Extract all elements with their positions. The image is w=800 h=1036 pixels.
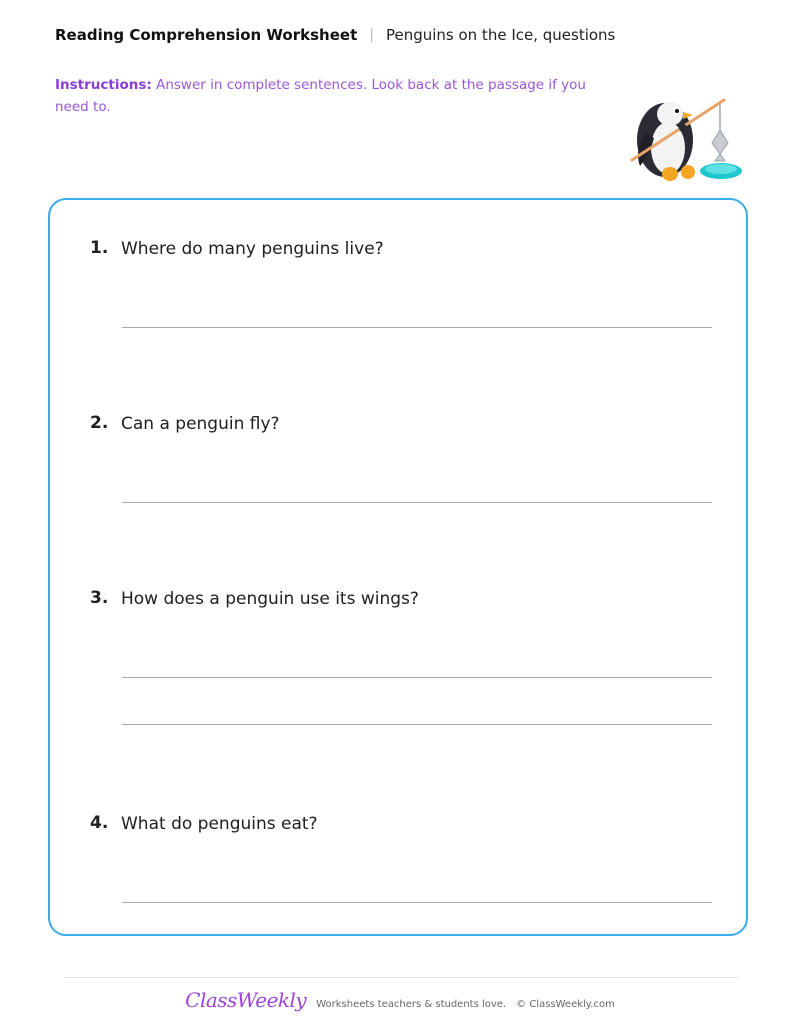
worksheet-subtitle: Penguins on the Ice, questions <box>385 26 616 44</box>
question-text: Can a penguin fly? <box>121 414 280 434</box>
question-number: 4. <box>90 813 109 833</box>
questions-box <box>48 198 748 936</box>
header-separator: | <box>369 27 374 43</box>
question-text: Where do many penguins live? <box>121 239 384 259</box>
question-number: 2. <box>90 413 109 433</box>
answer-line-3a[interactable] <box>122 677 712 678</box>
worksheet-header <box>55 26 615 44</box>
answer-line-2[interactable] <box>122 502 712 503</box>
question-number: 3. <box>90 588 109 608</box>
answer-line-1[interactable] <box>122 327 712 328</box>
question-number: 1. <box>90 238 109 258</box>
footer-divider <box>64 977 738 978</box>
answer-line-4[interactable] <box>122 902 712 903</box>
footer <box>0 988 800 1012</box>
answer-line-3b[interactable] <box>122 724 712 725</box>
footer-copyright: © ClassWeekly.com <box>516 999 615 1010</box>
instructions-label: Instructions: <box>55 77 152 93</box>
footer-tagline: Worksheets teachers & students love. <box>316 999 507 1010</box>
worksheet-title: Reading Comprehension Worksheet <box>55 26 358 44</box>
question-text: What do penguins eat? <box>121 814 318 834</box>
question-text: How does a penguin use its wings? <box>121 589 419 609</box>
penguin-fishing-icon <box>628 88 750 188</box>
instructions <box>55 74 590 118</box>
classweekly-logo: ClassWeekly <box>185 988 307 1012</box>
instructions-text: Answer in complete sentences. Look back at the passage if you need to. <box>55 77 586 115</box>
